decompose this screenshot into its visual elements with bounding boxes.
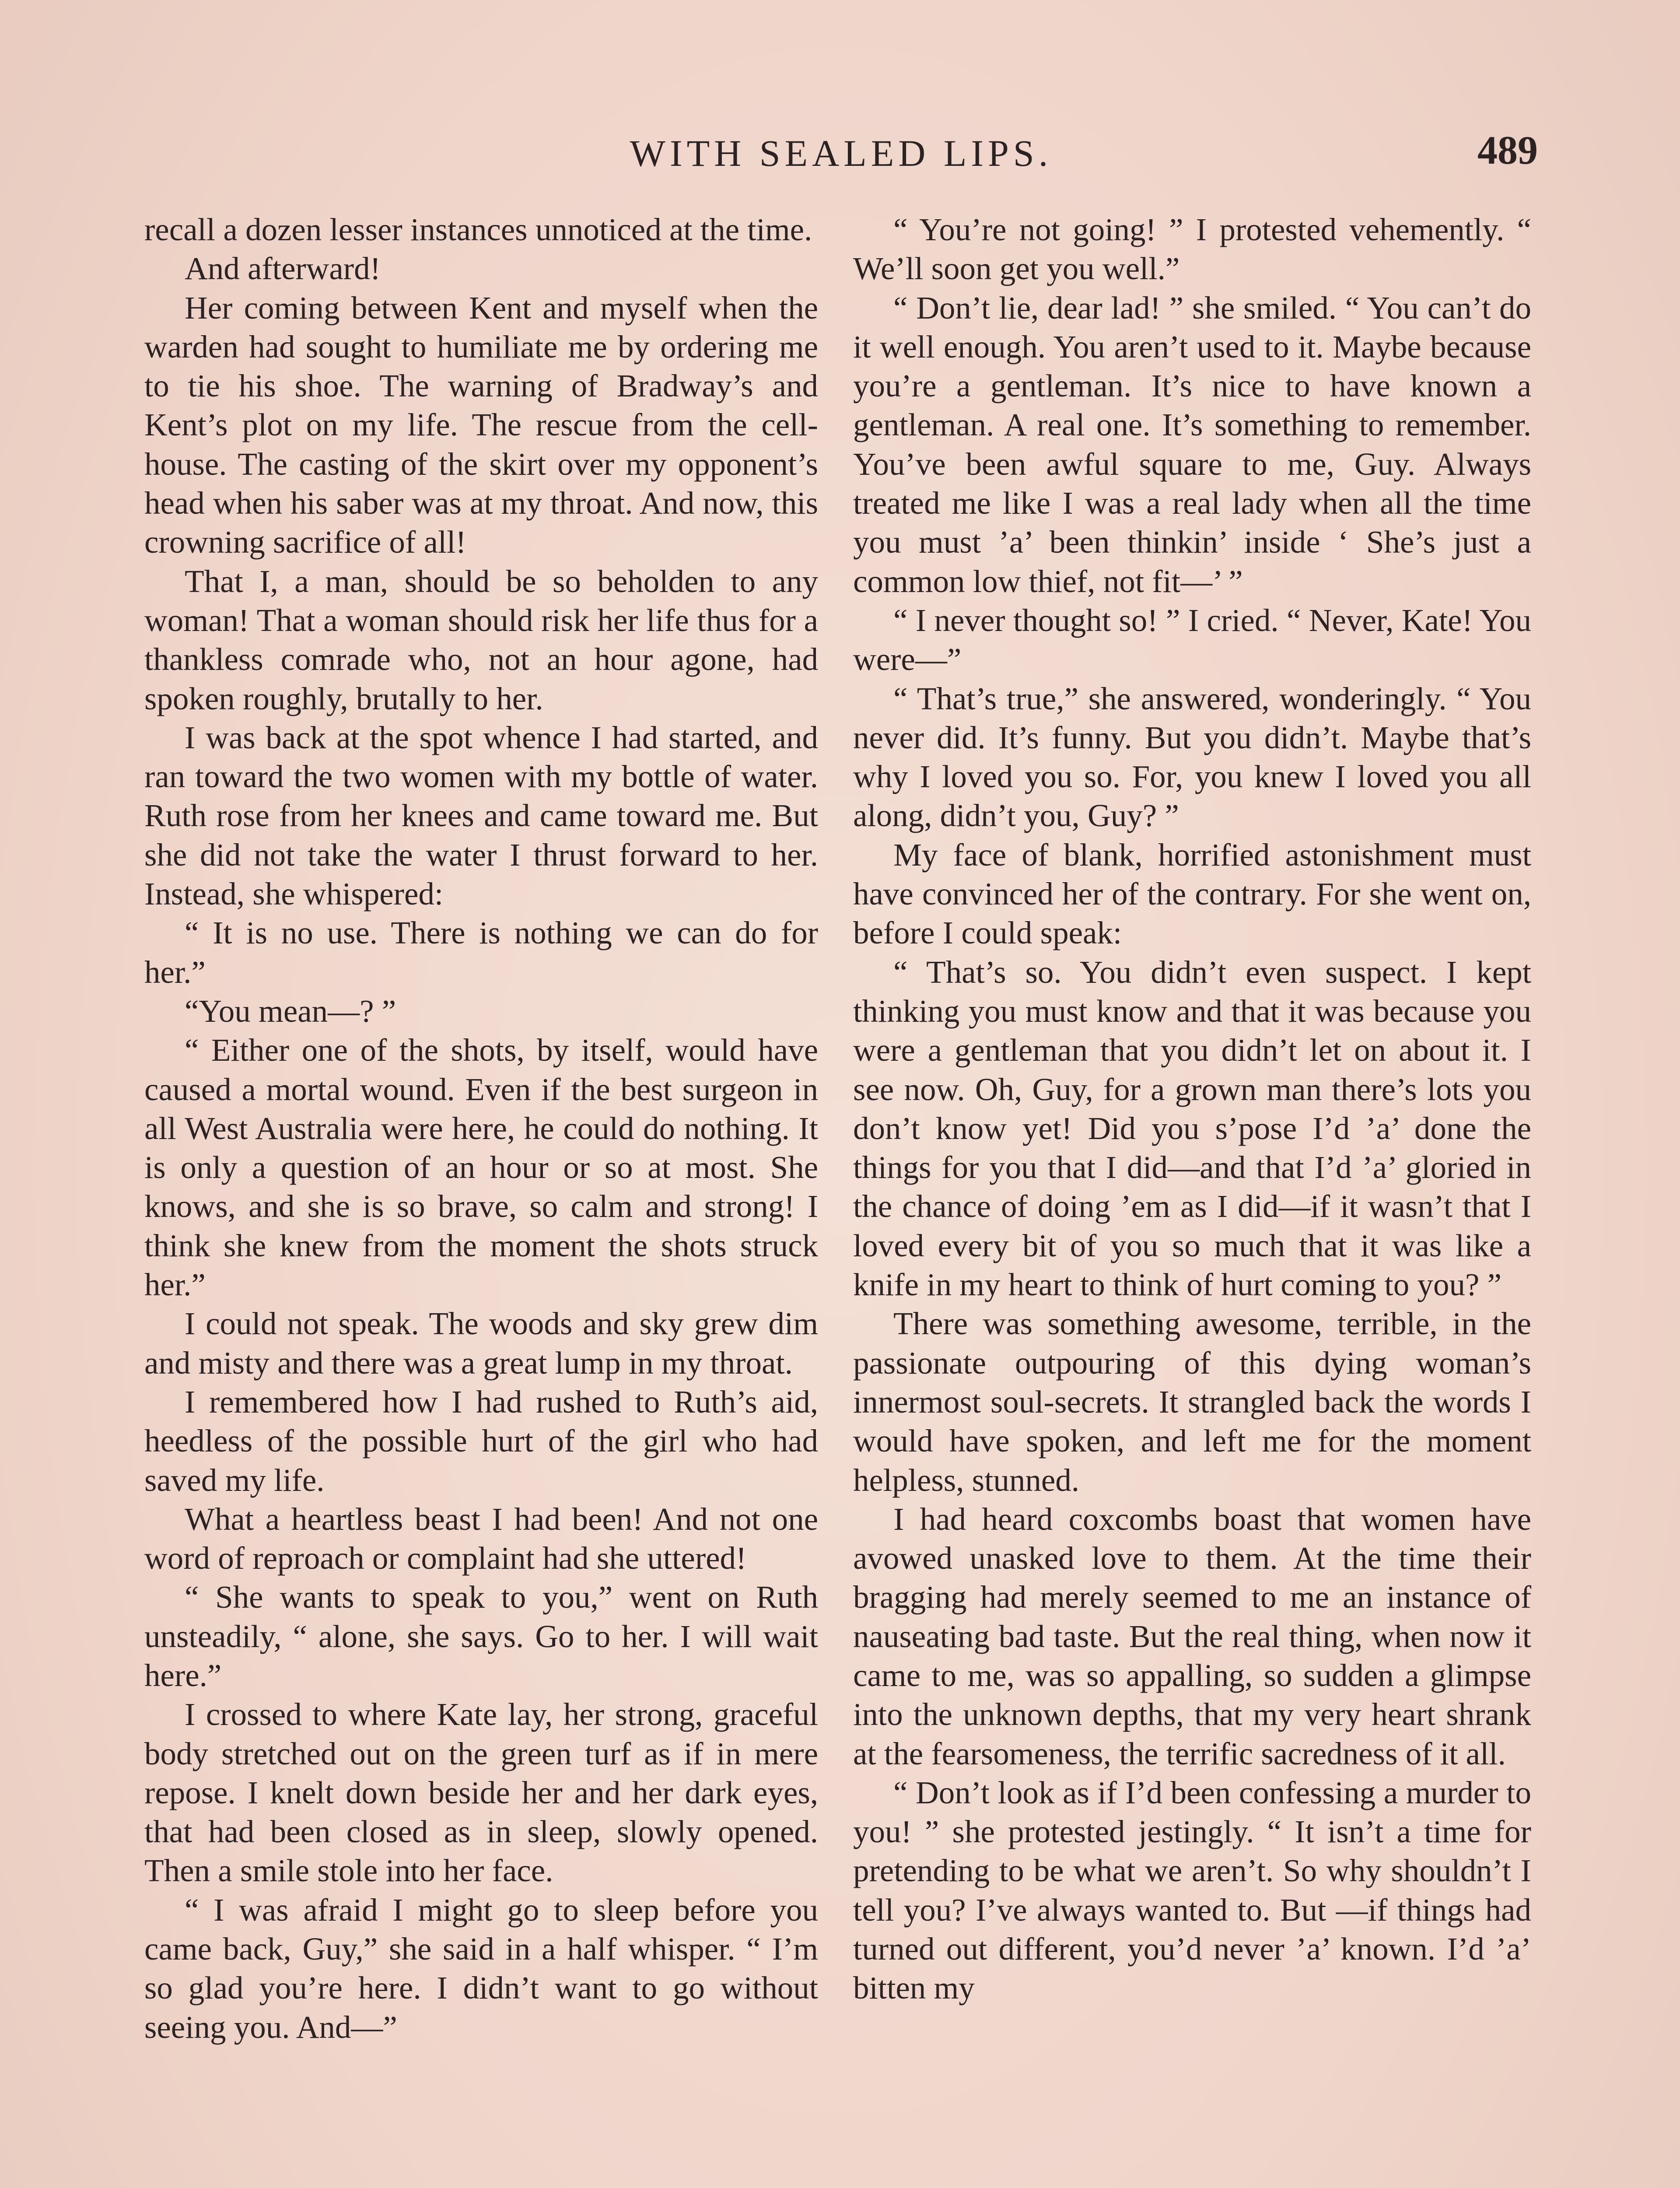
- paragraph: recall a dozen lesser instances unnoticed at the time.: [144, 212, 812, 247]
- left-column: [144, 210, 818, 2188]
- paragraph: “ Don’t look as if I’d been confessing a murder to you! ” she protested jestingly. “ It isn’t a time for pretending to be what we aren’t. So why shouldn’t I tell you? I’ve always wanted to. But —if things had turned out different, you’d never ’a’ known. I’d ’a’ bitten my: [853, 1774, 1531, 2006]
- paragraph: “ You’re not going! ” I protested vehemently. “ We’ll soon get you well.”: [853, 212, 1531, 287]
- paragraph: “You mean—? ”: [185, 993, 396, 1029]
- paragraph: I was back at the spot whence I had started, and ran toward the two women with my bottle of water. Ruth rose from her knees and came toward me. But she did not take the water I thrust forward to her. Instead, she whispered:: [144, 719, 818, 912]
- paragraph: “ I never thought so! ” I cried. “ Never, Kate! You were—”: [853, 602, 1531, 677]
- right-column: [853, 210, 1531, 2188]
- paragraph: What a heartless beast I had been! And not one word of reproach or complaint had she uttered!: [144, 1501, 818, 1576]
- running-title: WITH SEALED LIPS.: [630, 132, 1053, 174]
- paragraph: “ That’s so. You didn’t even suspect. I kept thinking you must know and that it was because you were a gentleman that you didn’t let on about it. I see now. Oh, Guy, for a grown man there’s lots you don’t know yet! Did you s’pose I’d ’a’ done the things for you that I did—and that I’d ’a’ gloried in the chance of doing ’em as I did—if it wasn’t that I loved every bit of you so much that it was like a knife in my heart to think of hurt coming to you? ”: [853, 954, 1531, 1303]
- paragraph: “ It is no use. There is nothing we can do for her.”: [144, 915, 818, 990]
- paragraph: “ Either one of the shots, by itself, would have caused a mortal wound. Even if the best surgeon in all West Australia were here, he could do nothing. It is only a question of an hour or so at most. She knows, and she is so brave, so calm and strong! I think she knew from the moment the shots struck her.”: [144, 1032, 818, 1303]
- paragraph: “ Don’t lie, dear lad! ” she smiled. “ You can’t do it well enough. You aren’t used to it. Maybe because you’re a gentleman. It’s nice to have known a gentleman. A real one. It’s something to remember. You’ve been awful square to me, Guy. Always treated me like I was a real lady when all the time you must ’a’ been thinkin’ inside ‘ She’s just a common low thief, not fit—’ ”: [853, 290, 1531, 599]
- paragraph: “ That’s true,” she answered, wonderingly. “ You never did. It’s funny. But you didn’t. Maybe that’s why I loved you so. For, you knew I loved you all along, didn’t you, Guy? ”: [853, 680, 1531, 834]
- paragraph: I could not speak. The woods and sky grew dim and misty and there was a great lump in my throat.: [144, 1306, 818, 1381]
- paragraph: And afterward!: [185, 251, 381, 287]
- paragraph: There was something awesome, terrible, in the passionate outpouring of this dying woman’s innermost soul-secrets. It strangled back the words I would have spoken, and left me for the moment helpless, stunned.: [853, 1306, 1531, 1498]
- paragraph: Her coming between Kent and myself when the warden had sought to humiliate me by ordering me to tie his shoe. The warning of Bradway’s and Kent’s plot on my life. The rescue from the cell-house. The casting of the skirt over my opponent’s head when his saber was at my throat. And now, this crowning sacrifice of all!: [144, 290, 818, 560]
- paragraph: “ She wants to speak to you,” went on Ruth unsteadily, “ alone, she says. Go to her. I will wait here.”: [144, 1579, 818, 1693]
- paragraph: My face of blank, horrified astonishment must have convinced her of the contrary. For she went on, before I could speak:: [853, 837, 1531, 951]
- paragraph: “ I was afraid I might go to sleep before you came back, Guy,” she said in a half whisper. “ I’m so glad you’re here. I didn’t want to go without seeing you. And—”: [144, 1892, 818, 2045]
- paragraph: That I, a man, should be so beholden to any woman! That a woman should risk her life thus for a thankless comrade who, not an hour agone, had spoken roughly, brutally to her.: [144, 563, 818, 716]
- paragraph: I remembered how I had rushed to Ruth’s aid, heedless of the possible hurt of the girl who had saved my life.: [144, 1384, 818, 1498]
- running-header: [144, 127, 1538, 184]
- paragraph: I crossed to where Kate lay, her strong, graceful body stretched out on the green turf as if in mere repose. I knelt down beside her and her dark eyes, that had been closed as in sleep, slowly opened. Then a smile stole into her face.: [144, 1697, 818, 1889]
- page-number: 489: [1477, 128, 1538, 172]
- paragraph: I had heard coxcombs boast that women have avowed unasked love to them. At the time their bragging had merely seemed to me an instance of nauseating bad taste. But the real thing, when now it came to me, was so appalling, so sudden a glimpse into the unknown depths, that my very heart shrank at the fearsomeness, the terrific sacredness of it all.: [853, 1501, 1531, 1771]
